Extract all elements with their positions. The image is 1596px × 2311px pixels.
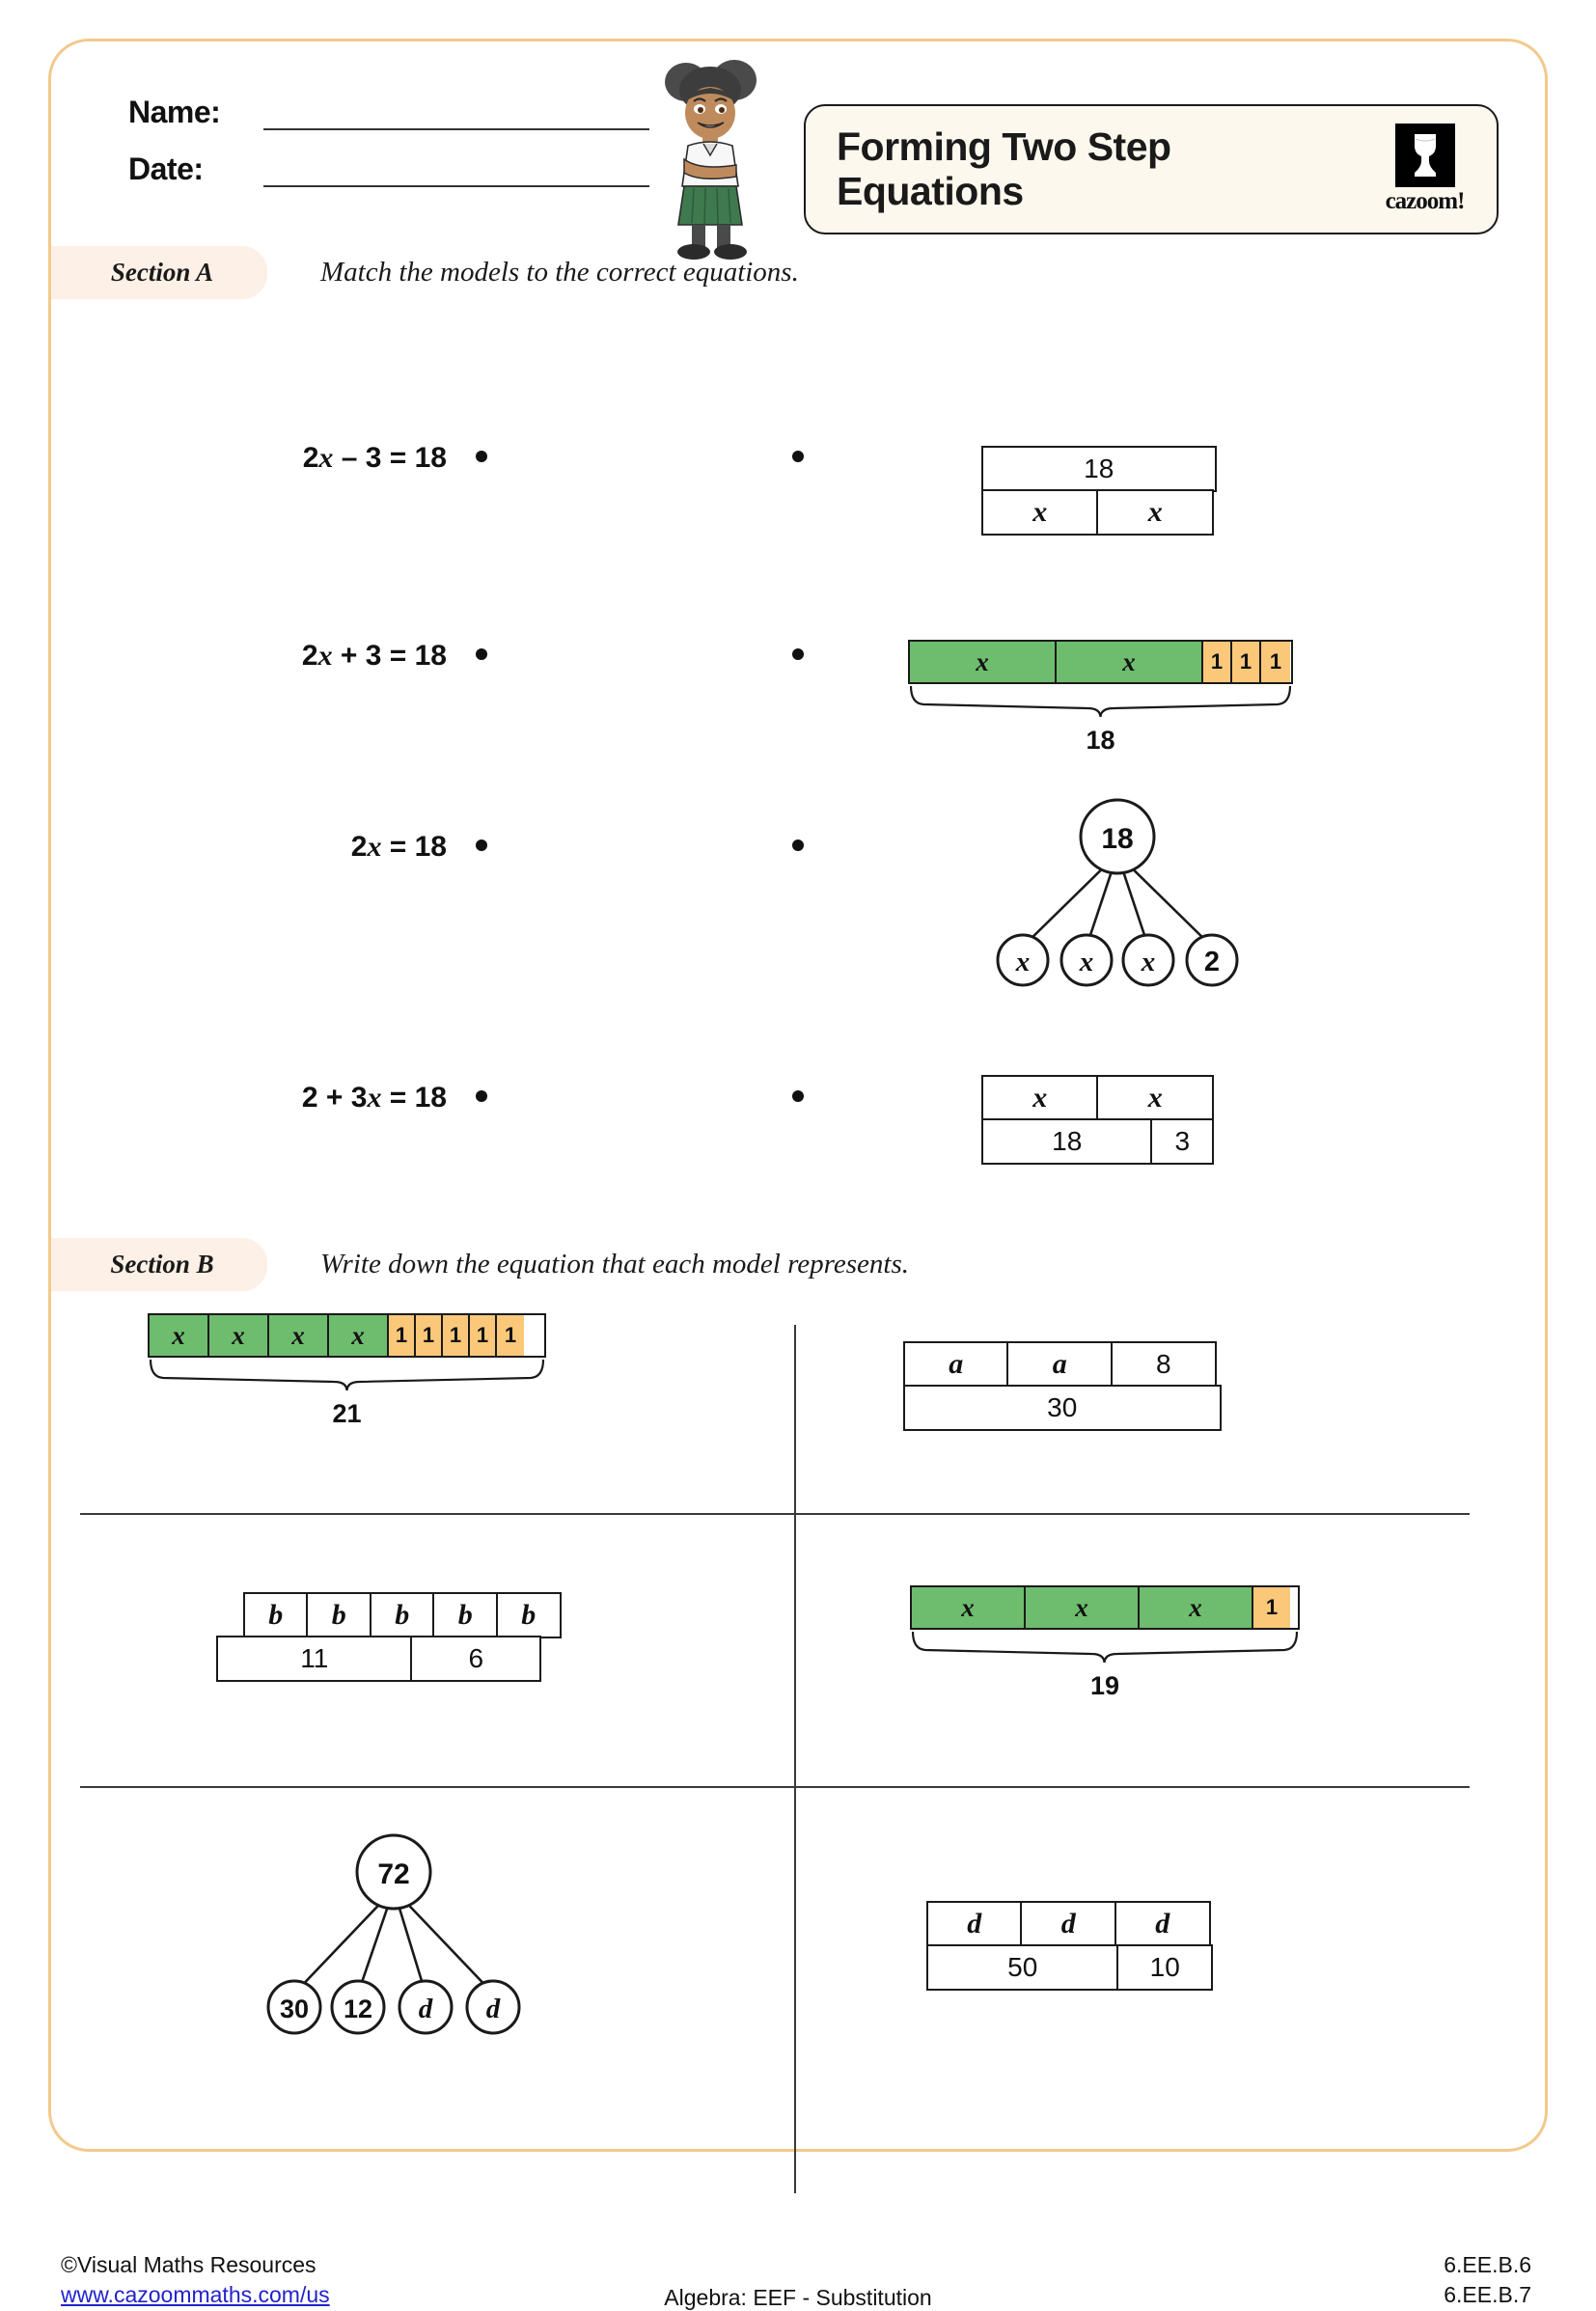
equation-3: [167, 831, 447, 864]
model-a1-row-1: [982, 447, 1216, 491]
match-dot-left-2[interactable]: [476, 648, 487, 660]
equation-3-post: = 18: [381, 831, 447, 863]
model-b5-child-1: 30: [279, 1995, 310, 2023]
date-field-row: [128, 151, 649, 187]
date-label: Date:: [128, 151, 204, 186]
model-b6-cell-10: 10: [1116, 1944, 1213, 1991]
model-b3-cell-6: 6: [410, 1636, 541, 1682]
model-b4-bar: [910, 1585, 1300, 1630]
name-date-block: [128, 95, 649, 208]
model-a2-cell-unit1: 1: [1203, 642, 1232, 682]
model-b1-cell-x4: x: [329, 1315, 389, 1356]
model-b3-bar-model: [244, 1593, 561, 1681]
model-b4-cell-unit1: 1: [1253, 1587, 1290, 1628]
model-b3-cell-b4: b: [432, 1592, 498, 1638]
model-a4-cell-3: 3: [1150, 1118, 1214, 1165]
model-b2-cell-a1: a: [903, 1341, 1009, 1388]
model-a3-child-1: x: [1015, 947, 1031, 977]
equation-1-pre: 2: [302, 442, 319, 474]
model-b5-child-3: d: [418, 1994, 433, 2024]
model-b1-colour-bar-model: [148, 1313, 546, 1429]
match-dot-left-1[interactable]: [476, 451, 487, 462]
standard-code-1: 6.EE.B.6: [1444, 2252, 1531, 2277]
match-dot-left-3[interactable]: [476, 839, 487, 851]
model-b1-brace-icon: [148, 1358, 546, 1392]
section-b-divider-right-2: [794, 1786, 1470, 1788]
model-b5-child-2: 12: [343, 1995, 373, 2023]
model-a3-child-3: x: [1141, 947, 1156, 977]
model-b1-cell-unit4: 1: [470, 1315, 497, 1356]
copyright-text: ©Visual Maths Resources: [61, 2252, 316, 2277]
match-dot-left-4[interactable]: [476, 1090, 487, 1102]
model-b5-tree-model: [244, 1822, 563, 2044]
model-a4-cell-x1: x: [981, 1075, 1099, 1121]
name-label: Name:: [128, 95, 221, 129]
logo-wordmark: cazoom!: [1385, 188, 1465, 214]
model-b2-cell-30: 30: [903, 1385, 1222, 1431]
match-dot-right-3[interactable]: [792, 839, 804, 851]
model-a2-bar: [908, 640, 1293, 684]
section-b-divider-right-1: [794, 1513, 1470, 1515]
equation-2-pre: 2: [301, 640, 318, 672]
section-b-tag: Section B: [51, 1238, 267, 1291]
name-input-line[interactable]: [263, 99, 649, 130]
model-a3-child-4: 2: [1203, 947, 1221, 977]
model-a4-row-1: [982, 1076, 1213, 1120]
model-b6-row-1: [927, 1902, 1212, 1946]
model-a2-brace-label: 18: [1086, 726, 1115, 755]
model-a1-bar-model: [982, 447, 1216, 535]
model-b3-cell-b1: b: [243, 1592, 309, 1638]
equation-4: [167, 1082, 447, 1114]
model-b1-cell-unit5: 1: [497, 1315, 524, 1356]
model-b4-colour-bar-model: [910, 1585, 1300, 1701]
model-b5-root-label: 72: [377, 1858, 410, 1890]
model-b3-row-2: [217, 1637, 561, 1682]
model-a1-cell-x2: x: [1096, 489, 1214, 536]
match-dot-right-4[interactable]: [792, 1090, 804, 1102]
equation-4-pre: 2 + 3: [301, 1082, 368, 1114]
model-a1-cell-total: 18: [981, 446, 1217, 492]
model-b2-bar-model: [904, 1342, 1221, 1430]
name-field-row: [128, 95, 649, 130]
equation-2-post: + 3 = 18: [332, 640, 447, 672]
page-title: Forming Two Step Equations: [837, 124, 1171, 213]
section-b-header: [51, 1238, 909, 1291]
model-b3-row-1: [244, 1593, 561, 1637]
model-a3-child-2: x: [1079, 947, 1094, 977]
model-a2-colour-bar-model: [908, 640, 1293, 756]
worksheet-page: [48, 39, 1548, 2310]
equation-1-post: – 3 = 18: [333, 442, 447, 474]
model-b3-cell-b2: b: [306, 1592, 371, 1638]
model-a4-bar-model: [982, 1076, 1213, 1164]
equation-4-var: x: [367, 1082, 382, 1114]
model-a4-cell-18: 18: [981, 1118, 1153, 1165]
date-input-line[interactable]: [263, 156, 649, 187]
model-b1-cell-unit1: 1: [389, 1315, 416, 1356]
model-a2-cell-unit2: 1: [1232, 642, 1261, 682]
model-a1-cell-x1: x: [981, 489, 1099, 536]
model-a1-row-2: [982, 491, 1216, 536]
equation-1-var: x: [318, 442, 334, 474]
model-b3-cell-b5: b: [496, 1592, 562, 1638]
model-b5-child-4: d: [485, 1994, 501, 2024]
standard-code-2: 6.EE.B.7: [1444, 2282, 1531, 2308]
equation-2-var: x: [317, 640, 333, 672]
model-a2-cell-x1: x: [910, 642, 1057, 682]
model-b6-bar-model: [927, 1902, 1212, 1990]
model-b1-cell-x3: x: [269, 1315, 329, 1356]
model-b1-bar: [148, 1313, 546, 1358]
model-b6-cell-50: 50: [926, 1944, 1119, 1991]
footer-standards-block: [1444, 2250, 1531, 2310]
model-b1-brace-label: 21: [332, 1399, 362, 1428]
model-b1-cell-x1: x: [150, 1315, 209, 1356]
model-a2-cell-x2: x: [1057, 642, 1203, 682]
model-b4-brace-label: 19: [1089, 1671, 1120, 1700]
hourglass-logo-icon: [1395, 124, 1455, 187]
match-dot-right-1[interactable]: [792, 451, 804, 462]
cazoom-logo: [1374, 124, 1475, 220]
model-b6-cell-d2: d: [1020, 1901, 1116, 1947]
model-b2-cell-a2: a: [1006, 1341, 1113, 1388]
model-b6-row-2: [927, 1946, 1212, 1991]
footer-topic: Algebra: EEF - Substitution: [664, 2285, 932, 2310]
section-a-header: [51, 246, 799, 299]
student-mascot-illustration: [649, 59, 775, 261]
equation-3-var: x: [367, 831, 382, 863]
equation-3-pre: 2: [350, 831, 368, 863]
model-b1-cell-unit2: 1: [416, 1315, 443, 1356]
model-b2-cell-8: 8: [1111, 1341, 1217, 1388]
model-a2-brace-icon: [908, 684, 1293, 719]
section-b-instruction: Write down the equation that each model represents.: [320, 1249, 909, 1279]
model-b1-cell-unit3: 1: [443, 1315, 470, 1356]
worksheet-title-box: [804, 104, 1499, 234]
model-b6-cell-d3: d: [1114, 1901, 1211, 1947]
section-a-instruction: Match the models to the correct equations.: [320, 257, 799, 288]
section-b-divider-left-2: [80, 1786, 794, 1788]
section-b-vertical-divider: [794, 1325, 796, 2193]
section-a-tag: Section A: [51, 246, 267, 299]
equation-2: [167, 640, 447, 673]
model-b1-cell-x2: x: [209, 1315, 269, 1356]
model-b4-cell-x3: x: [1140, 1587, 1253, 1628]
model-b4-cell-x1: x: [912, 1587, 1026, 1628]
model-b2-row-1: [904, 1342, 1221, 1387]
model-b3-cell-b3: b: [370, 1592, 435, 1638]
model-b4-cell-x2: x: [1026, 1587, 1140, 1628]
match-dot-right-2[interactable]: [792, 648, 804, 660]
model-a4-row-2: [982, 1120, 1213, 1165]
equation-1: [167, 442, 447, 475]
model-a2-cell-unit3: 1: [1261, 642, 1290, 682]
model-b3-cell-11: 11: [216, 1636, 413, 1682]
model-a3-root-label: 18: [1101, 823, 1134, 855]
model-b4-brace-icon: [910, 1630, 1300, 1664]
model-b2-row-2: [904, 1387, 1221, 1431]
model-a3-tree-model: [973, 804, 1262, 997]
model-b6-cell-d1: d: [926, 1901, 1023, 1947]
model-a4-cell-x2: x: [1096, 1075, 1214, 1121]
cazoom-url-link[interactable]: www.cazoommaths.com/us: [61, 2282, 330, 2308]
equation-4-post: = 18: [381, 1082, 447, 1114]
section-b-divider-left-1: [80, 1513, 794, 1515]
